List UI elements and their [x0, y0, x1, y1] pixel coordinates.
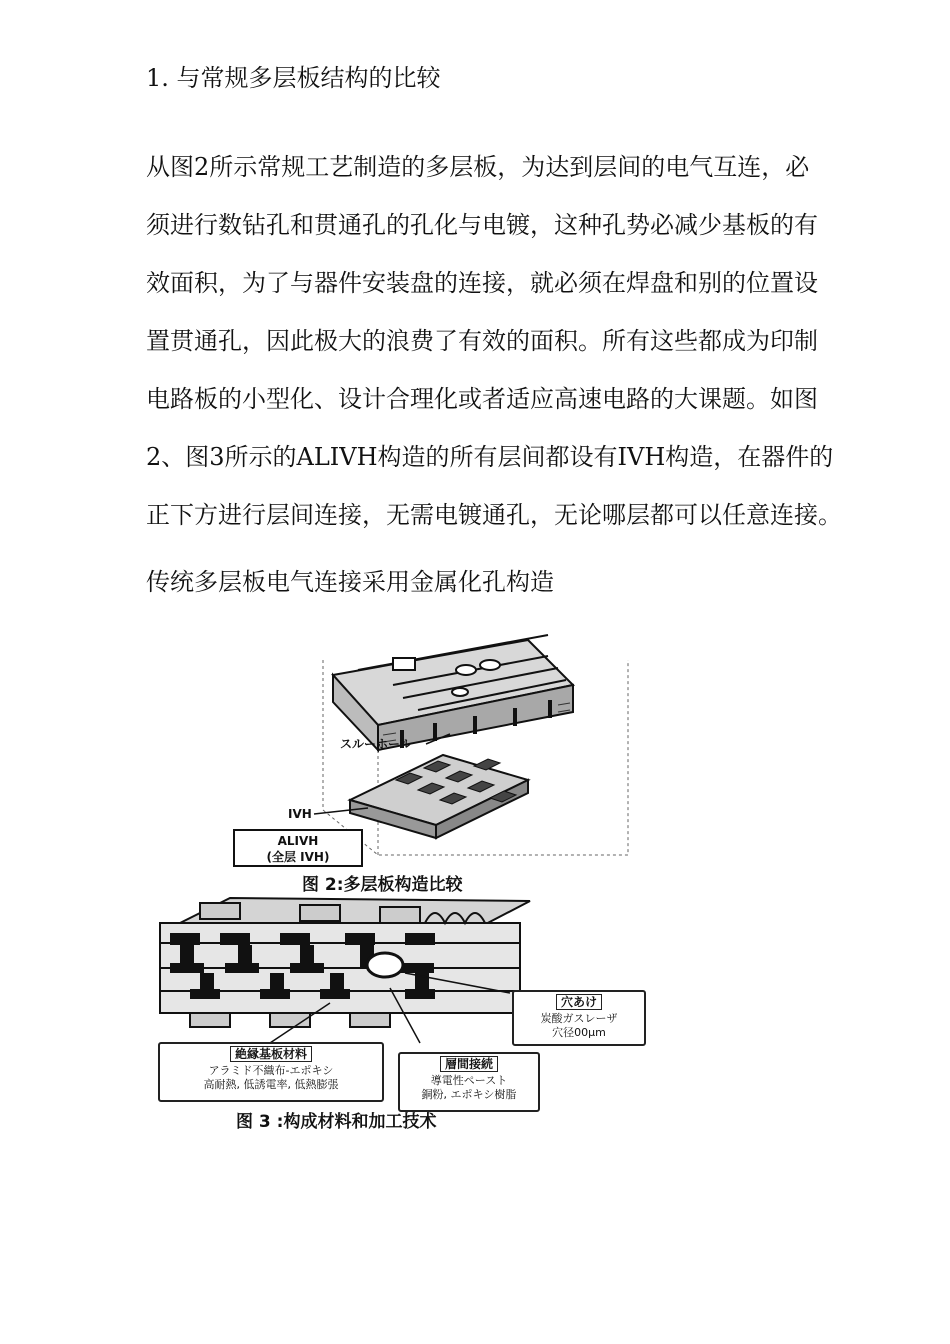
- conventional-board: [333, 635, 573, 750]
- layer-stack: [160, 898, 530, 1027]
- alivh-sublabel: (全层 IVH): [266, 850, 330, 864]
- insulating-material-line: アラミド不織布-エポキシ: [208, 1064, 334, 1077]
- interlayer-connection-title: 層間接続: [440, 1056, 498, 1072]
- paragraph-line: 从图2所示常规工艺制造的多层板，为达到层间的电气互连，必: [146, 153, 810, 181]
- paragraph-line: 须进行数钻孔和贯通孔的孔化与电镀，这种孔势必减少基板的有: [146, 211, 818, 239]
- insulating-material-line: 高耐熱, 低誘電率, 低熱膨張: [203, 1078, 339, 1091]
- paragraph-line: 效面积，为了与器件安装盘的连接，就必须在焊盘和别的位置设: [146, 269, 818, 297]
- interlayer-connection-line: 銅粉, エポキシ樹脂: [421, 1088, 517, 1101]
- figure-2-illustration: [228, 630, 658, 895]
- laser-drilling-line: 穴径00μm: [552, 1026, 606, 1039]
- insulating-material-callout: [158, 1042, 384, 1102]
- figure-2-caption: 图 2:多层板构造比较: [302, 875, 463, 895]
- paragraph-line: 置贯通孔，因此极大的浪费了有效的面积。所有这些都成为印制: [146, 327, 818, 355]
- ivh-label: IVH: [288, 807, 312, 821]
- figure-3-caption: 图 3 :构成材料和加工技术: [236, 1112, 437, 1132]
- interlayer-connection-line: 導電性ペースト: [430, 1074, 508, 1087]
- laser-drilling-line: 炭酸ガスレーザ: [540, 1012, 618, 1025]
- paragraph-line: 正下方进行层间连接，无需电镀通孔，无论哪层都可以任意连接。: [146, 501, 842, 529]
- interlayer-connection-callout: [398, 1052, 540, 1112]
- alivh-board: [350, 755, 528, 838]
- section-heading: 1. 与常规多层板结构的比较: [146, 64, 441, 92]
- subheading: 传统多层板电气连接采用金属化孔构造: [146, 568, 554, 596]
- paragraph-line: 2、图3所示的ALIVH构造的所有层间都设有IVH构造，在器件的: [146, 443, 834, 471]
- laser-drilling-title: 穴あけ: [556, 994, 602, 1010]
- paragraph-line: 电路板的小型化、设计合理化或者适应高速电路的大课题。如图: [146, 385, 818, 413]
- through-hole-label: スルーホール: [340, 737, 412, 751]
- alivh-label: ALIVH: [277, 834, 319, 848]
- insulating-material-title: 絶縁基板材料: [230, 1046, 312, 1062]
- laser-drilling-callout: [512, 990, 646, 1046]
- body-paragraph: [146, 138, 936, 544]
